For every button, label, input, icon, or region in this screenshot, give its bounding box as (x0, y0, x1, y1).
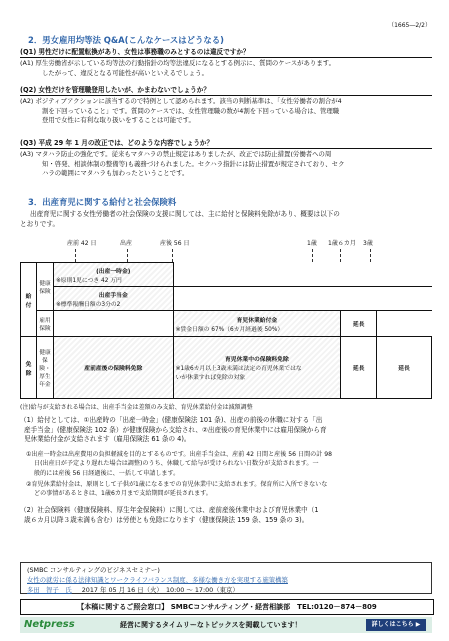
timeline-label: 出産 (120, 240, 133, 247)
page-number: （1665―2/2） (388, 22, 431, 29)
row-header-menjo: 免除 (21, 337, 37, 399)
timeline-tick (127, 249, 129, 262)
answer-3 (20, 150, 434, 179)
ikuji-menjo-note: いが休業すれば免除の対象 (175, 375, 246, 381)
details-button[interactable]: 詳しくはこちら ▶ (366, 619, 426, 631)
answer-3-line: ハラの範囲にマタハラも加わったということです。 (42, 169, 189, 178)
shussan-ichiji-cell (53, 263, 173, 287)
note-2 (20, 480, 434, 499)
timeline (20, 240, 432, 262)
note-line: 般的には産後 56 日経過後に、一括して申請します。 (34, 469, 180, 477)
paragraph-1 (20, 416, 434, 445)
section-3-intro (20, 210, 434, 229)
note-line: ②育児休業給付金は、原則として子供が1歳になるまでの育児休業中に支給されます。保育所に入所できないな (26, 481, 328, 488)
table-note: (注)給与が支給される場合は、出産手当金は差額のみ支給、育児休業給付金は減額調整 (20, 404, 253, 411)
timeline-label: 1歳 (307, 240, 317, 247)
timeline-tick (340, 249, 342, 262)
timeline-label: 3歳 (363, 240, 373, 247)
paragraph-2 (20, 506, 434, 525)
answer-1-line: (A1) 厚生労働省が示している均等法の行動指針の均等法違反になるとする例示に、質問のケースがあります。 (20, 59, 335, 67)
kenko-label: 健康保険 (36, 263, 53, 311)
footer-text: 経営に関するタイムリーなトピックスを掲載しています！ (120, 621, 302, 629)
ikuji-kyufu-note: ※賃金日額の 67%（6カ月経過後 50%） (175, 326, 284, 333)
seminar-title: (SMBC コンサルティングのビジネスセミナー) (27, 566, 160, 574)
note-line: ①出産一時金は出産費用の負担軽減を目的とするものです。出産手当金は、産前 42 日間と産後 56 日間の計 98 (26, 451, 333, 458)
empty-cell (173, 287, 431, 311)
empty-cell (53, 311, 173, 337)
note-line: 日(出産日が予定より遅れた場合は調整)のうち、休職して給与が受けられない日数分が支給されます。一 (34, 460, 319, 468)
empty-cell (173, 263, 431, 287)
contact-box: 【本稿に関するご照会窓口】 SMBCコンサルティング・経営相談部 TEL:0120－874－809 (20, 599, 434, 615)
answer-2-line: (A2) ポジティブアクションに該当するので特例として認められます。該当の判断基準は、「女性労働者の割合が4 (20, 97, 342, 105)
answer-2 (20, 97, 434, 126)
seminar-link[interactable]: 女性の就労に係る法律知識とワークライフバランス制度、多様な働き方を実現する施策構築 (27, 576, 288, 584)
teate-title: 出産手当金 (98, 292, 128, 299)
ichiji-note: ※原則1児につき 42 万円 (55, 277, 122, 284)
timeline-tick (172, 249, 174, 262)
paragraph-line: 児休業給付金が支給されます（雇用保険法 61 条の 4)。 (24, 435, 191, 444)
shussan-teate-cell (53, 287, 173, 311)
question-1: (Q1) 男性だけに配置転換があり、女性は事務職のみとするのは違反ですか？ (20, 47, 432, 58)
benefits-table (20, 262, 432, 399)
answer-1-line: したがって、違反となる可能性が高いといえるでしょう。 (42, 68, 208, 77)
netpress-logo: Netpress (24, 619, 75, 630)
timeline-tick (370, 249, 372, 262)
encho-2: 延長 (341, 337, 377, 399)
timeline-tick (312, 249, 314, 262)
ichiji-title: (出産一時金) (96, 268, 131, 275)
timeline-label: 産前 42 日 (67, 240, 97, 247)
sanzen-menjo-cell: 産前産後の保険料免除 (53, 337, 173, 399)
encho-3: 延長 (377, 337, 432, 399)
kenko-kosei-label: 健康保険・厚生年金 (36, 337, 53, 399)
ikuji-menjo-note: ※1歳6カ月以上3歳未満は法定の育児休業ではな (175, 366, 302, 372)
note-line: どの事情があるときは、1歳6カ月まで支給期間が延長されます。 (34, 490, 212, 498)
encho-1: 延長 (341, 311, 377, 337)
answer-3-line: 知・啓発、相談体制の整備等)も義務づけられました。セクハラ指針には防止措置が規定されており、セク (42, 159, 345, 168)
paragraph-line: （2）社会保険料（健康保険料、厚生年金保険料）に関しては、産前産後休業中および育児休業中（1 (20, 506, 319, 514)
question-3: (Q3) 平成 29 年 1 月の改正では、どのような内容でしょうか？ (20, 138, 432, 149)
section-2-title: 2．男女雇用均等法 Q&A(こんなケースはどうなる) (28, 35, 225, 45)
intro-line: 出産育児に関する女性労働者の社会保険の支援に関しては、主に給付と保険料免除があり、概要は以下の (30, 210, 340, 218)
section-3-title: 3．出産育児に関する給付と社会保険料 (28, 197, 177, 207)
teate-note: ※標準報酬日額の3分の2 (55, 301, 121, 308)
note-1 (20, 450, 434, 478)
paragraph-line: 歳６カ月以降３歳未満も含む）は労使とも免除になります（健康保険法 159 条、159 条の 3)。 (24, 515, 309, 524)
seminar-date: 2017 年 05 月 16 日（火） 10:00 ～ 17:00（東京） (81, 586, 239, 594)
empty-cell (377, 311, 432, 337)
row-header-kyufu: 給付 (21, 263, 37, 337)
footer-banner[interactable] (20, 617, 432, 633)
ikuji-kyufu-title: 育児休業給付金 (236, 317, 278, 324)
answer-3-line: (A3) マタハラ防止の強化です。従来もマタハラの禁止規定はありましたが、改正では防止措置(労働者への周 (20, 150, 332, 158)
paragraph-line: （1）給付としては、①出産時の「出産一時金」(健康保険法 101 条)、出産の前後の休職に対する「出 (20, 416, 323, 424)
seminar-speaker[interactable]: 多田 智子 氏 (27, 586, 72, 594)
timeline-tick (75, 249, 77, 262)
ikuji-menjo-title: 育児休業中の保険料免除 (225, 357, 289, 363)
answer-2-line: 割を下回っていること」です。質問のケースでは、女性管理職の数が4割を下回っている場合は、管理職 (42, 106, 340, 115)
answer-1 (20, 59, 434, 78)
timeline-label: 産後 56 日 (160, 240, 190, 247)
ikuji-menjo-cell (173, 337, 341, 399)
seminar-box (20, 562, 432, 594)
timeline-label: 1歳６カ月 (328, 240, 356, 247)
ikuji-kyufu-cell (173, 311, 341, 337)
paragraph-line: 産手当金」(健康保険法 102 条）が健康保険から支給され、②出産後の育児休業中には雇用保険から育 (24, 425, 327, 434)
question-2: (Q2) 女性だけを管理職登用したいが、かまわないでしょうか？ (20, 85, 432, 96)
answer-2-line: 登用で女性に有利な取り扱いをすることは可能です。 (42, 116, 195, 125)
intro-line: とおりです。 (20, 219, 60, 228)
koyo-label: 雇用保険 (36, 311, 53, 337)
